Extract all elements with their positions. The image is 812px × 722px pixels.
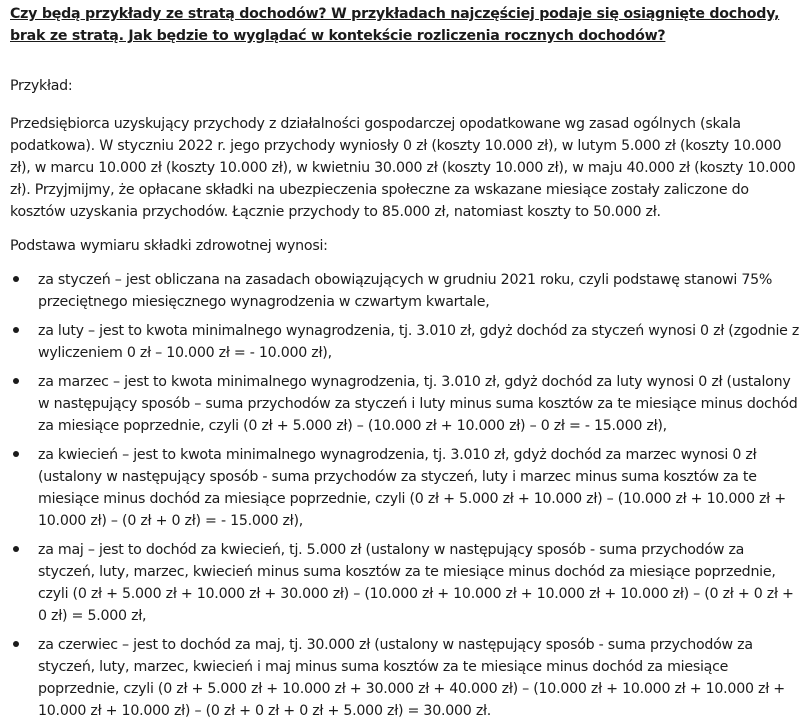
list-item-text: za czerwiec – jest to dochód za maj, tj. 30.000 zł (ustalony w następujący sposób - suma przychodów za styczeń, luty, marzec, kwiecień i maj minus suma kosztów za te miesiące minus dochód za miesiące poprzednie, czyli (0 zł + 5.000 zł + 10.000 zł + 30.000 zł + 40.000 zł) – (10.000 zł + 10.000 zł + 10.000 zł + 10.000 zł + 10.000 zł) – (0 zł + 0 zł + 0 zł + 5.000 zł) = 30.000 zł. <box>38 637 785 719</box>
list-item-text: za marzec – jest to kwota minimalnego wynagrodzenia, tj. 3.010 zł, gdyż dochód za luty wynosi 0 zł (ustalony w następujący sposób – suma przychodów za styczeń i luty minus suma kosztów za te miesiące minus dochód za miesiące poprzednie, czyli (0 zł + 5.000 zł) – (10.000 zł + 10.000 zł) – 0 zł = - 15.000 zł), <box>38 374 798 434</box>
list-item-february <box>10 320 802 364</box>
bullet-icon <box>12 269 20 291</box>
list-item-text: za maj – jest to dochód za kwiecień, tj. 5.000 zł (ustalony w następujący sposób - suma przychodów za styczeń, luty, marzec, kwiecień minus suma kosztów za te miesiące minus dochód za miesiące poprzednie, czyli (0 zł + 5.000 zł + 10.000 zł + 30.000 zł) – (10.000 zł + 10.000 zł + 10.000 zł + 10.000 zł) – (0 zł + 0 zł + 0 zł) = 5.000 zł, <box>38 542 794 624</box>
bullet-icon <box>12 539 20 561</box>
question-heading: Czy będą przykłady ze stratą dochodów? W przykładach najczęściej podaje się osiągnięte dochody, brak ze stratą. Jak będzie to wyglądać w kontekście rozliczenia rocznych dochodów? <box>10 6 780 44</box>
intro-paragraph: Przedsiębiorca uzyskujący przychody z działalności gospodarczej opodatkowane wg zasad ogólnych (skala podatkowa). W styczniu 2022 r. jego przychody wyniosły 0 zł (koszty 10.000 zł), w lutym 5.000 zł (koszty 10.000 zł), w marcu 10.000 zł (koszty 10.000 zł), w kwietniu 30.000 zł (koszty 10.000 zł), w maju 40.000 zł (koszty 10.000 zł). Przyjmijmy, że opłacane składki na ubezpieczenia społeczne za wskazane miesiące zostały zaliczone do kosztów uzyskania przychodów. Łącznie przychody to 85.000 zł, natomiast koszty to 50.000 zł. <box>10 116 796 220</box>
bullet-icon <box>12 634 20 656</box>
list-item-january <box>10 269 802 313</box>
list-item-may <box>10 539 802 627</box>
basis-intro: Podstawa wymiaru składki zdrowotnej wynosi: <box>10 238 328 254</box>
list-item-text: za styczeń – jest obliczana na zasadach obowiązujących w grudniu 2021 roku, czyli podstawę stanowi 75% przeciętnego miesięcznego wynagrodzenia w czwartym kwartale, <box>38 272 773 310</box>
example-label: Przykład: <box>10 78 73 94</box>
bullet-icon <box>12 444 20 466</box>
list-item-june <box>10 634 802 722</box>
bullet-icon <box>12 320 20 342</box>
list-item-text: za luty – jest to kwota minimalnego wynagrodzenia, tj. 3.010 zł, gdyż dochód za styczeń wynosi 0 zł (zgodnie z wyliczeniem 0 zł – 10.000 zł = - 10.000 zł), <box>38 323 800 361</box>
bullet-icon <box>12 371 20 393</box>
list-item-text: za kwiecień – jest to kwota minimalnego wynagrodzenia, tj. 3.010 zł, gdyż dochód za marzec wynosi 0 zł (ustalony w następujący sposób - suma przychodów za styczeń, luty i marzec minus suma kosztów za te miesiące minus dochód za miesiące poprzednie, czyli (0 zł + 5.000 zł + 10.000 zł) – (10.000 zł + 10.000 zł + 10.000 zł) – (0 zł + 0 zł) = - 15.000 zł), <box>38 447 786 529</box>
basis-list <box>10 269 802 722</box>
list-item-march <box>10 371 802 437</box>
list-item-april <box>10 444 802 532</box>
